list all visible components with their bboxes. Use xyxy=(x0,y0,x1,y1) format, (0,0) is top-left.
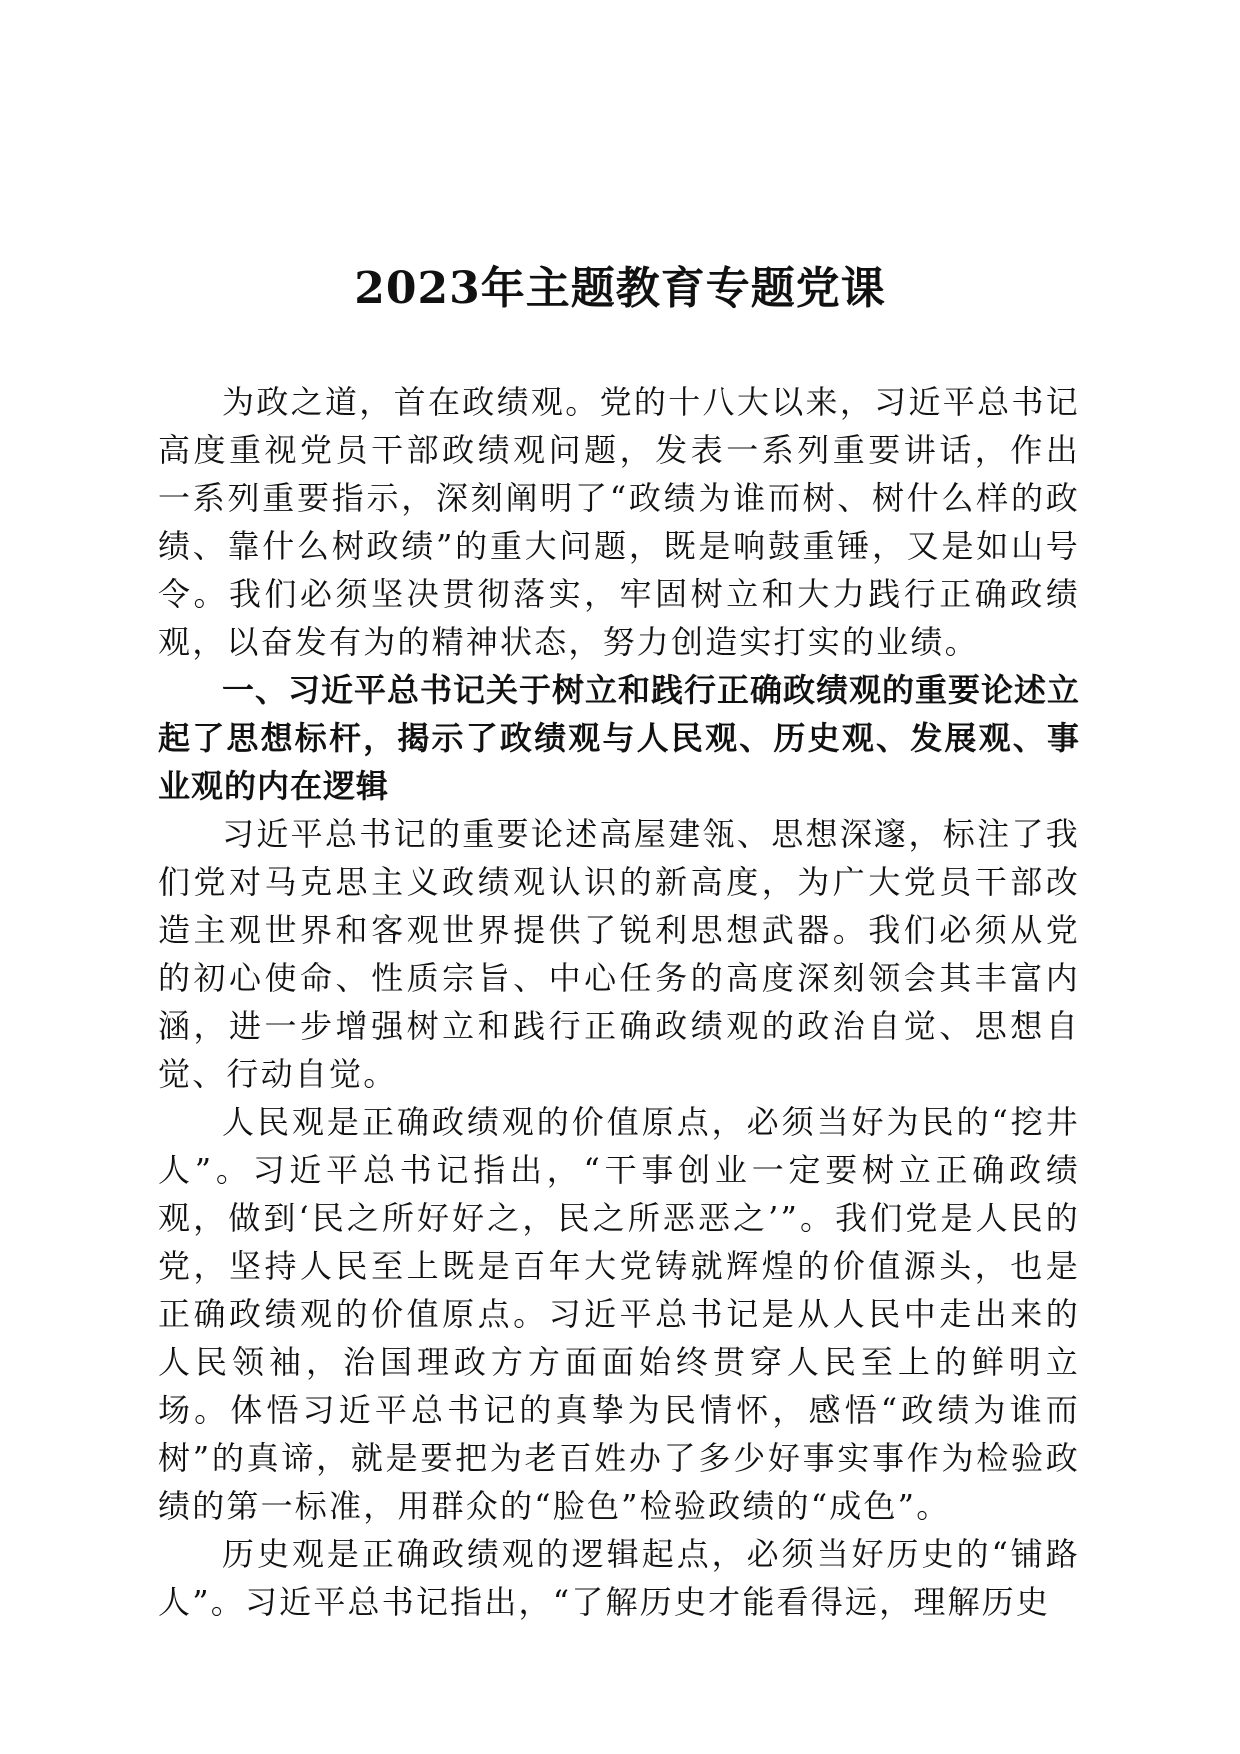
document-body xyxy=(158,378,1080,1626)
body-paragraph: 习近平总书记的重要论述高屋建瓴、思想深邃，标注了我们党对马克思主义政绩观认识的新高度，为广大党员干部改造主观世界和客观世界提供了锐利思想武器。我们必须从党的初心使命、性质宗旨、中心任务的高度深刻领会其丰富内涵，进一步增强树立和践行正确政绩观的政治自觉、思想自觉、行动自觉。 xyxy=(158,815,1080,1093)
intro-paragraph: 为政之道，首在政绩观。党的十八大以来，习近平总书记高度重视党员干部政绩观问题，发表一系列重要讲话，作出一系列重要指示，深刻阐明了“政绩为谁而树、树什么样的政绩、靠什么树政绩”的重大问题，既是响鼓重锤，又是如山号令。我们必须坚决贯彻落实，牢固树立和大力践行正确政绩观，以奋发有为的精神状态，努力创造实打实的业绩。 xyxy=(158,383,1080,661)
body-paragraph: 人民观是正确政绩观的价值原点，必须当好为民的“挖井人”。习近平总书记指出，“干事创业一定要树立正确政绩观，做到‘民之所好好之，民之所恶恶之’”。我们党是人民的党，坚持人民至上既是百年大党铸就辉煌的价值源头，也是正确政绩观的价值原点。习近平总书记是从人民中走出来的人民领袖，治国理政方方面面始终贯穿人民至上的鲜明立场。体悟习近平总书记的真挚为民情怀，感悟“政绩为谁而树”的真谛，就是要把为老百姓办了多少好事实事作为检验政绩的第一标准，用群众的“脸色”检验政绩的“成色”。 xyxy=(158,1103,1080,1525)
section-heading-1: 一、习近平总书记关于树立和践行正确政绩观的重要论述立起了思想标杆，揭示了政绩观与人民观、历史观、发展观、事业观的内在逻辑 xyxy=(158,671,1081,805)
document-title: 2023年主题教育专题党课 xyxy=(354,263,886,315)
body-paragraph: 历史观是正确政绩观的逻辑起点，必须当好历史的“铺路人”。习近平总书记指出，“了解历史才能看得远，理解历史 xyxy=(158,1535,1080,1621)
